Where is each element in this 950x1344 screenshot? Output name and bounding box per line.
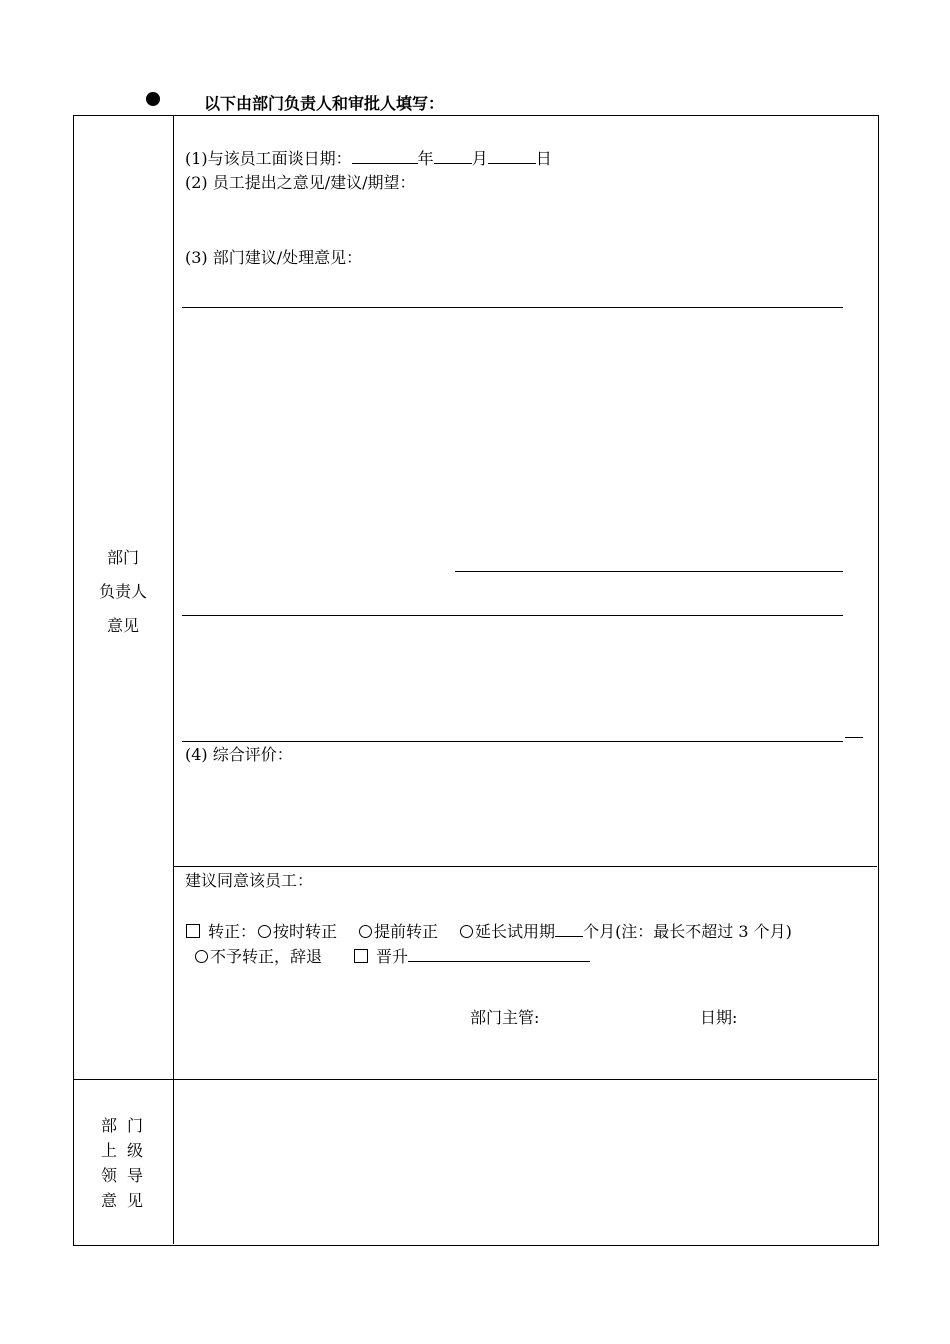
day-blank[interactable] bbox=[488, 149, 536, 164]
supervisor-signature-label: 部门主管: bbox=[470, 1008, 540, 1027]
conversion-options-row bbox=[186, 922, 792, 940]
interview-date-label: (1)与该员工面谈日期： bbox=[185, 149, 352, 168]
approval-table bbox=[73, 115, 879, 1246]
writing-line[interactable] bbox=[455, 571, 843, 572]
label-line: 意见 bbox=[101, 1191, 154, 1210]
label-line: 意见 bbox=[106, 616, 139, 635]
on-time-label: 按时转正 bbox=[273, 922, 338, 941]
month-unit: 月 bbox=[471, 149, 488, 168]
promote-label: 晋升 bbox=[376, 947, 409, 966]
signature-date-label: 日期: bbox=[700, 1008, 738, 1027]
recommend-intro: 建议同意该员工： bbox=[185, 871, 314, 890]
dept-handling-label: (3) 部门建议/处理意见： bbox=[185, 248, 363, 267]
conversion-label: 转正： bbox=[208, 922, 257, 941]
overall-evaluation-label: (4) 综合评价： bbox=[185, 745, 293, 764]
other-options-row bbox=[193, 947, 590, 965]
promote-blank[interactable] bbox=[408, 947, 590, 962]
extend-label: 延长试用期 bbox=[475, 922, 556, 941]
early-radio[interactable] bbox=[359, 925, 372, 938]
writing-line[interactable] bbox=[182, 741, 843, 742]
bullet-icon bbox=[146, 92, 160, 106]
row-divider-recommend bbox=[173, 866, 877, 867]
year-blank[interactable] bbox=[352, 149, 418, 164]
writing-line-tail bbox=[845, 737, 863, 738]
extend-note: 个月(注：最长不超过 3 个月) bbox=[583, 922, 792, 941]
early-label: 提前转正 bbox=[374, 922, 439, 941]
form-heading: 以下由部门负责人和审批人填写： bbox=[204, 94, 445, 113]
extend-months-blank[interactable] bbox=[555, 922, 583, 937]
dept-head-opinion-label bbox=[73, 541, 173, 643]
reject-label: 不予转正，辞退 bbox=[210, 947, 323, 966]
superior-opinion-label bbox=[101, 1113, 153, 1213]
row-divider-superior bbox=[73, 1079, 877, 1080]
label-line: 负责人 bbox=[98, 582, 147, 601]
label-line: 领导 bbox=[101, 1166, 154, 1185]
writing-line[interactable] bbox=[182, 307, 843, 308]
label-line: 部门 bbox=[106, 548, 139, 567]
conversion-checkbox[interactable] bbox=[186, 924, 200, 938]
label-line: 部门 bbox=[101, 1116, 154, 1135]
year-unit: 年 bbox=[417, 149, 434, 168]
label-line: 上级 bbox=[101, 1141, 154, 1160]
employee-opinion-label: (2) 员工提出之意见/建议/期望： bbox=[185, 173, 416, 192]
extend-radio[interactable] bbox=[460, 925, 473, 938]
month-blank[interactable] bbox=[434, 149, 472, 164]
table-column-divider bbox=[173, 115, 174, 1244]
on-time-radio[interactable] bbox=[258, 925, 271, 938]
day-unit: 日 bbox=[535, 149, 552, 168]
reject-radio[interactable] bbox=[195, 950, 208, 963]
promote-checkbox[interactable] bbox=[354, 949, 368, 963]
interview-date-row bbox=[185, 149, 552, 167]
writing-line[interactable] bbox=[182, 615, 843, 616]
